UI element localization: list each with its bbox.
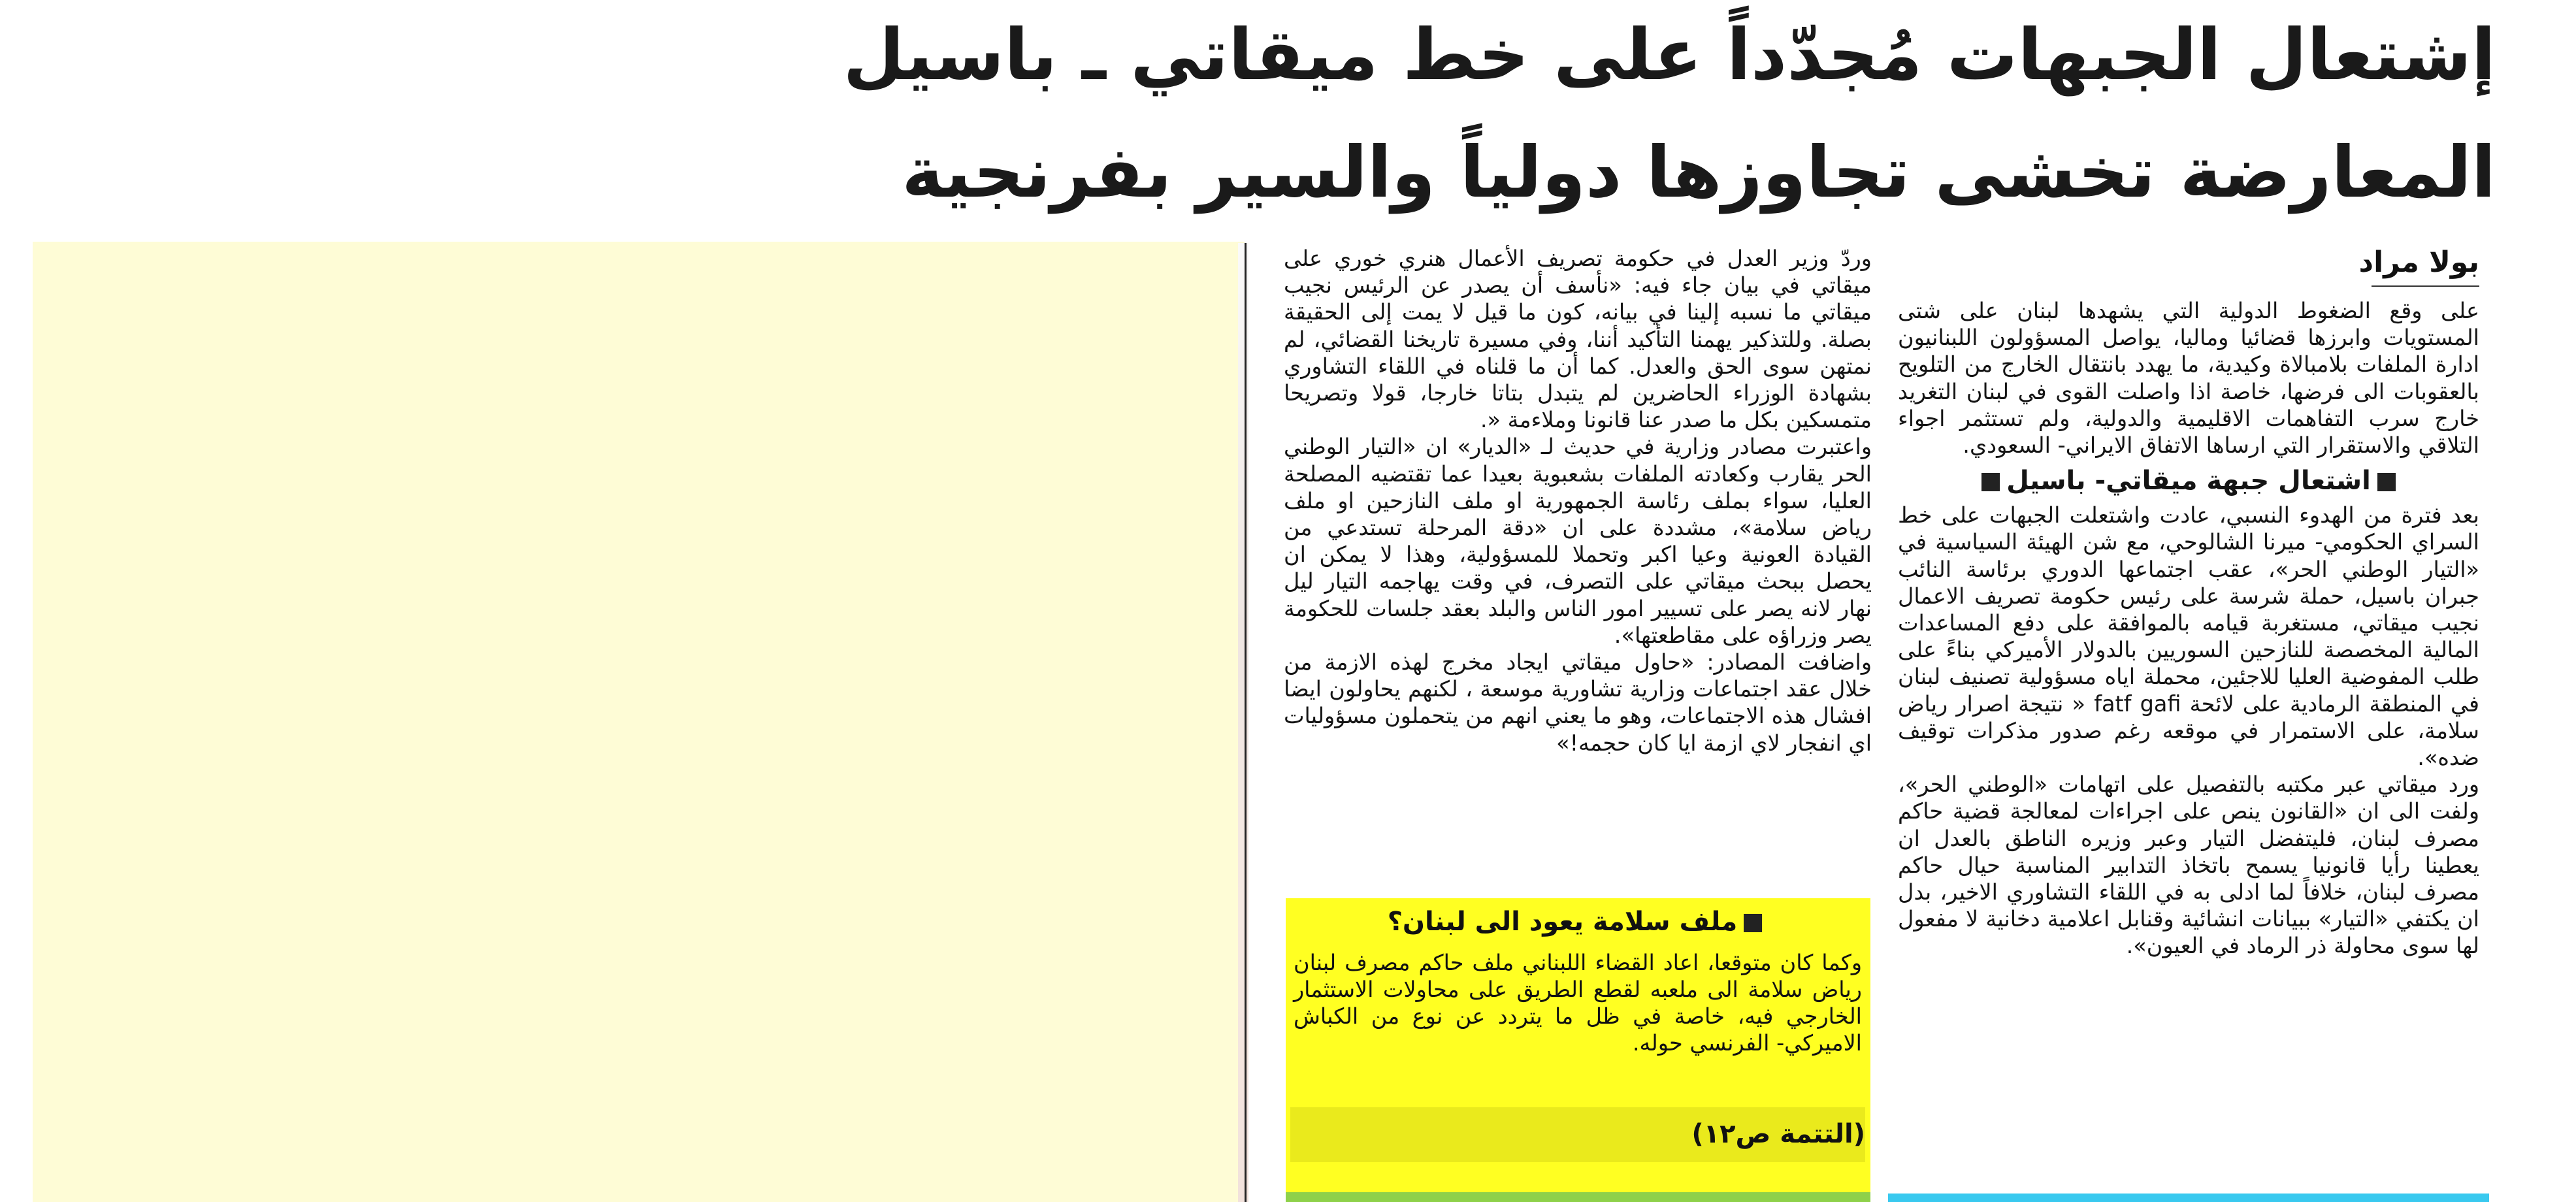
paragraph: ورد ميقاتي عبر مكتبه بالتفصيل على اتهامات «الوطني الحر»، ولفت الى ان «القانون ينص على اجراءات لمعالجة قضية حاكم مصرف لبنان، فليتفضل التيار وعبر وزيره الناطق بالعدل ان يعطينا رأيا قانونيا يسمح باتخاذ التدابير المناسبة حيال حاكم مصرف لبنان، خلافاً لما ادلى به في اللقاء التشاوري الاخير، بدل ان يكتفي «التيار» ببيانات انشائية وقنابل اعلامية دخانية لا مفعول لها سوى محاولة ذر الرماد في العيون». — [1898, 772, 2479, 959]
paragraph: واعتبرت مصادر وزارية في حديث لـ «الديار» ان «التيار الوطني الحر يقارب وكعادته الملفات بشعبوية بعيدا عما تقتضيه المصلحة العليا، سواء بملف رئاسة الجمهورية او ملف النازحين او ملف رياض سلامة»، مشددة على ان «دقة المرحلة تستدعي من القيادة العونية وعيا اكبر وتحملا للمسؤولية، وهذا لا يمكن ان يحصل ببحث ميقاتي على التصرف، في وقت يهاجمه التيار ليل نهار لانه يصر على تسيير امور الناس والبلد بعقد جلسات للحكومة يصر وزراؤه على مقاطعتها». — [1284, 434, 1872, 648]
highlight-box-title — [1286, 900, 1870, 943]
subheading — [1898, 461, 2479, 500]
square-bullet-icon — [1981, 473, 2000, 491]
paragraph: وردّ وزير العدل في حكومة تصريف الأعمال هنري خوري على ميقاتي في بيان جاء فيه: «نأسف أن يصدر عن الرئيس نجيب ميقاتي ما نسبه إلينا في بيانه، كون ما قيل لا يمت إلى الحقيقة بصلة. وللتذكير يهمنا التأكيد أننا، وفي مسيرة تاريخنا القضائي، لم نمتهن سوى الحق والعدل. كما أن ما قلناه في اللقاء التشاوري بشهادة الوزراء الحاضرين لم يتبدل بتاتا خارجا، قولا وتصريحا متمسكين بكل ما صدر عنا قانونا وملاءمة «. — [1284, 246, 1872, 433]
photo-edge — [1238, 243, 1248, 1202]
headline-line-2: المعارضة تخشى تجاوزها دولياً والسير بفرنجية — [902, 132, 2496, 214]
article-photo — [33, 242, 1245, 1202]
blue-strip — [1888, 1194, 2489, 1202]
highlight-box-body: وكما كان متوقعا، اعاد القضاء اللبناني ملف حاكم مصرف لبنان رياض سلامة الى ملعبه لقطع الطريق على محاولات الاستثمار الخارجي فيه، خاصة في ظل ما يتردد عن نوع من الكباش الاميركي- الفرنسي حوله. — [1294, 950, 1862, 1056]
paragraph: واضافت المصادر: «حاول ميقاتي ايجاد مخرج لهذه الازمة من خلال عقد اجتماعات وزارية تشاورية موسعة ، لكنهم يحاولون ايضا افشال هذه الاجتماعات، وهو ما يعني انهم من يتحملون مسؤوليات اي انفجار لاي ازمة ايا كان حجمه!» — [1284, 649, 1872, 756]
square-bullet-icon — [1744, 914, 1762, 932]
continuation-text[interactable]: (التتمة ص١٢) — [1691, 1119, 1865, 1149]
continuation-link[interactable] — [1290, 1111, 1865, 1158]
byline-rule — [2372, 285, 2479, 287]
article-column-middle — [1284, 245, 1872, 756]
byline: بولا مراد — [2358, 246, 2479, 279]
headline-line-1: إشتعال الجبهات مُجدّداً على خط ميقاتي ـ باسيل — [843, 14, 2496, 96]
column-divider — [1245, 243, 1247, 1202]
square-bullet-icon — [2377, 473, 2396, 491]
subheading-text: اشتعال جبهة ميقاتي- باسيل — [2006, 466, 2371, 496]
article-column-right — [1898, 297, 2479, 960]
intro-paragraph: على وقع الضغوط الدولية التي يشهدها لبنان على شتى المستويات وابرزها قضائيا وماليا، يواصل المسؤولون اللبنانيون ادارة الملفات بلامبالاة وكيدية، ما يهدد بانتقال الخارج من التلويح بالعقوبات الى فرضها، خاصة اذا واصلت القوى في لبنان التغريد خارج سرب التفاهمات الاقليمية والدولية، ولم تستثمر اجواء التلاقي والاستقرار التي ارساها الاتفاق الايراني- السعودي. — [1898, 298, 2479, 459]
green-strip — [1286, 1192, 1870, 1202]
highlight-title-text: ملف سلامة يعود الى لبنان؟ — [1387, 907, 1738, 937]
paragraph: بعد فترة من الهدوء النسبي، عادت واشتعلت الجبهات على خط السراي الحكومي- ميرنا الشالوحي، مع شن الهيئة السياسية في «التيار الوطني الحر»، عقب اجتماعها الدوري برئاسة النائب جبران باسيل، حملة شرسة على رئيس حكومة تصريف الاعمال نجيب ميقاتي، مستغربة قيامه بالموافقة على دفع المساعدات المالية المخصصة للنازحين السوريين بالدولار الأميركي بناءً على طلب المفوضية العليا للاجئين، محملة اياه مسؤولية تصنيف لبنان في المنطقة الرمادية على لائحة fatf gafi « نتيجة اصرار رياض سلامة، على الاستمرار في موقعه رغم صدور مذكرات توقيف ضده». — [1898, 502, 2479, 771]
